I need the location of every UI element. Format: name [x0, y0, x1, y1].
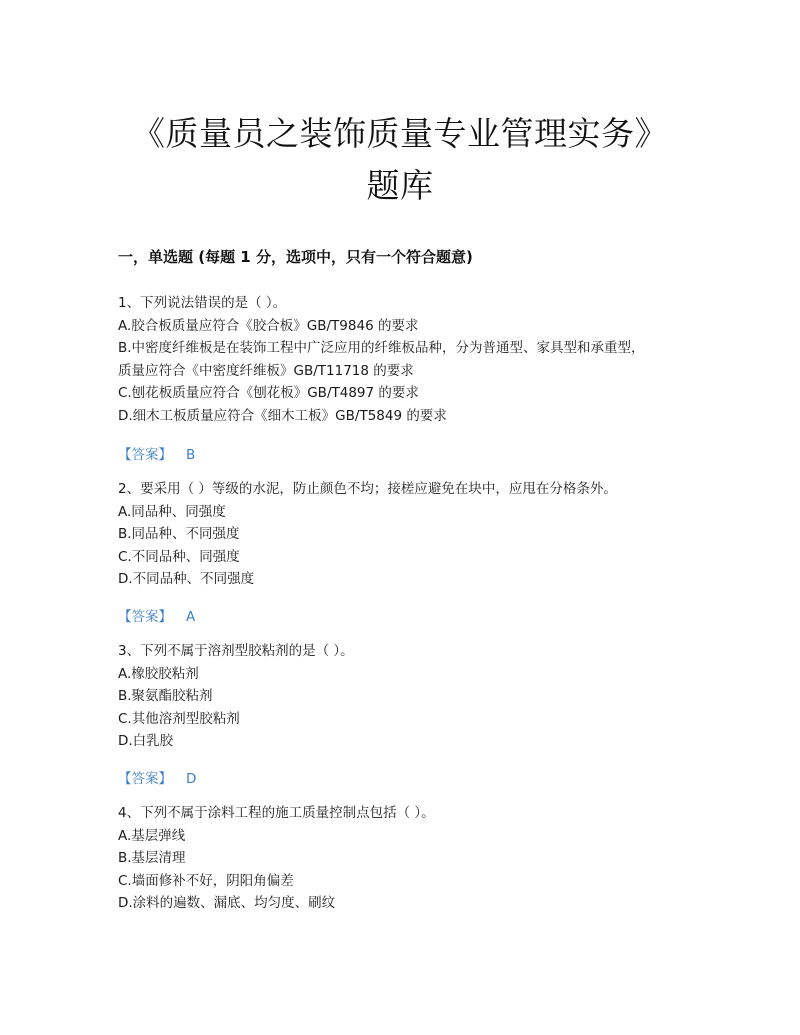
question-option: B.聚氨酯胶粘剂 [118, 688, 213, 705]
question-option: B.基层清理 [118, 850, 186, 867]
question-3 [118, 640, 698, 753]
question-stem: 3、下列不属于溶剂型胶粘剂的是（ ）。 [118, 643, 354, 659]
answer-3 [118, 767, 196, 787]
question-4 [118, 802, 698, 915]
question-option: A.胶合板质量应符合《胶合板》GB/T9846 的要求 [118, 317, 419, 334]
question-option: C.不同品种、同强度 [118, 548, 240, 565]
question-option: A.同品种、同强度 [118, 503, 226, 520]
question-stem: 1、下列说法错误的是（ ）。 [118, 295, 287, 311]
question-1 [118, 292, 698, 428]
document-title-line2: 题库 [366, 166, 434, 205]
answer-label: 【答案】 [118, 771, 172, 787]
answer-value: A [186, 609, 196, 625]
question-option: B.中密度纤维板是在装饰工程中广泛应用的纤维板品种，分为普通型、家具型和承重型， [118, 340, 645, 357]
question-2 [118, 478, 698, 591]
question-option: C.墙面修补不好，阴阳角偏差 [118, 872, 294, 889]
question-option: A.基层弹线 [118, 827, 186, 844]
document-title: 《质量员之装饰质量专业管理实务》 [132, 114, 668, 153]
question-option: D.细木工板质量应符合《细木工板》GB/T5849 的要求 [118, 407, 447, 424]
question-stem: 4、下列不属于涂料工程的施工质量控制点包括（ ）。 [118, 805, 435, 821]
answer-2 [118, 605, 195, 625]
question-option: C.刨花板质量应符合《刨花板》GB/T4897 的要求 [118, 385, 419, 402]
question-option: B.同品种、不同强度 [118, 526, 240, 543]
answer-label: 【答案】 [118, 609, 172, 625]
question-option: D.白乳胶 [118, 733, 174, 750]
answer-1 [118, 443, 195, 463]
answer-label: 【答案】 [118, 447, 172, 463]
answer-value: B [186, 447, 196, 463]
answer-value: D [186, 771, 197, 787]
question-option: D.涂料的遍数、漏底、均匀度、刷纹 [118, 895, 336, 912]
question-option: D.不同品种、不同强度 [118, 571, 255, 588]
section-heading: 一，单选题 (每题 1 分，选项中，只有一个符合题意) [118, 248, 473, 266]
question-option: A.橡胶胶粘剂 [118, 665, 199, 682]
question-stem: 2、要采用（ ）等级的水泥，防止颜色不均；接槎应避免在块中，应甩在分格条外。 [118, 481, 617, 497]
question-option: C.其他溶剂型胶粘剂 [118, 710, 240, 727]
question-option: 质量应符合《中密度纤维板》GB/T11718 的要求 [118, 362, 414, 379]
